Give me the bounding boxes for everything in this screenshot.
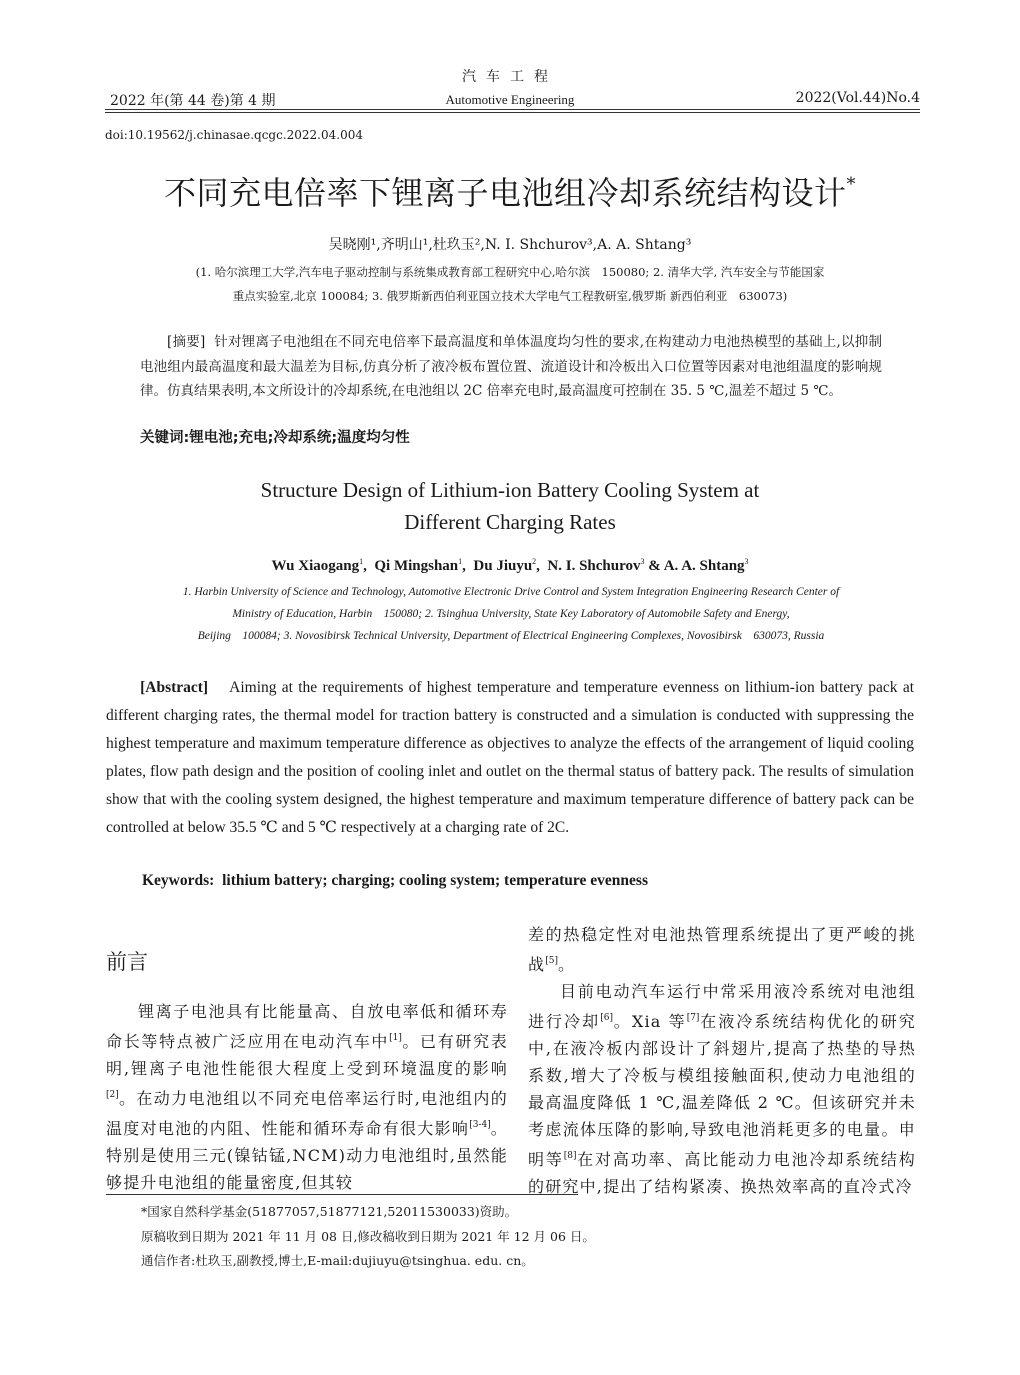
citation-link[interactable]: [3-4] [469,1120,491,1130]
citation-link[interactable]: [5] [545,956,558,966]
author: Wu Xiaogang [271,558,360,574]
body-column-left [106,998,508,1196]
title-line: Different Charging Rates [404,510,616,534]
abstract-text-en: Aiming at the requirements of highest temperature and temperature evenness on lithium-ion battery pack at different charging rates, the thermal model for traction battery is constructed and a simulation is conducted with suppressing the highest temperature and maximum temperature difference as objectives to analyze the effects of the arrangement of liquid cooling plates, flow path design and the position of cooling inlet and outlet on the thermal status of battery pack. The results of simulation show that with the cooling system designed, the highest temperature and maximum temperature difference of battery pack can be controlled at below 35.5 ℃ and 5 ℃ respectively at a charging rate of 2C. [106,679,915,836]
paper-title-cn [0,168,1020,214]
paragraph-text: 在对高功率、高比能动力电池冷却系统结构的研究中,提出了结构紧凑、换热效率高的直冷式冷 [528,1150,916,1196]
authors-cn: 吴晓刚¹,齐明山¹,杜玖玉²,N. I. Shchurov³,A. A. Shtang³ [328,237,692,253]
citation-link[interactable]: [7] [686,1013,700,1023]
section-heading: 前言 [106,950,148,974]
authors-en: Wu Xiaogang$^1$, Qi Mingshan$^1$, Du Jiuyu$^2$, N. I. Shchurov$^3$ & A. A. Shtang$^3$ [271,557,749,574]
issue-info-en: 2022(Vol.44)No.4 [795,90,920,106]
keywords-en [142,872,648,890]
keywords-text-en: lithium battery; charging; cooling system; temperature evenness [222,872,648,889]
doi[interactable]: doi:10.19562/j.chinasae.qcgc.2022.04.004 [105,128,363,142]
author-affil-mark: 2 [532,557,537,566]
paragraph-text: 。在动力电池组以不同充电倍率运行时,电池组内的温度对电池的内阻、性能和循环寿命有很大影响 [106,1089,508,1138]
affiliation-line: (1. 哈尔滨理工大学,汽车电子驱动控制与系统集成教育部工程研究中心,哈尔滨 150080; 2. 清华大学, 汽车安全与节能国家 [195,265,825,279]
citation-link[interactable]: [8] [563,1151,577,1161]
paragraph-text: 。特别是使用三元(镍钴锰,NCM)动力电池组时,虽然能够提升电池组的能量密度,但其较 [106,1119,508,1192]
abstract-text-cn: 针对锂离子电池组在不同充电倍率下最高温度和单体温度均匀性的要求,在构建动力电池热模型的基础上,以抑制电池组内最高温度和最大温差为目标,仿真分析了液冷板布置位置、流道设计和冷板出入口位置等因素对电池组温度的影响规律。仿真结果表明,本文所设计的冷却系统,在电池组以 2C 倍率充电时,最高温度可控制在 35. 5 ℃,温差不超过 5 ℃。 [140,334,882,399]
footnote-dates: 原稿收到日期为 2021 年 11 月 08 日,修改稿收到日期为 2021 年 12 月 06 日。 [141,1229,595,1244]
journal-name-cn: 汽车工程 [462,69,558,85]
paragraph-text: 目前电动汽车运行中常采用液冷系统对电池组进行冷却 [528,982,916,1031]
abstract-cn [140,330,882,404]
abstract-label-en: [Abstract] [140,679,209,696]
paragraph-text: 。Xia 等 [612,1012,687,1031]
paragraph-text: 锂离子电池具有比能量高、自放电率低和循环寿命长等特点被广泛应用在电动汽车中 [106,1002,508,1051]
footnote-funding: *国家自然科学基金(51877057,51877121,52011530033)资助。 [141,1204,518,1219]
issue-info-cn: 2022 年(第 44 卷)第 4 期 [110,93,276,109]
title-text: 不同充电倍率下锂离子电池组冷却系统结构设计 [163,174,847,212]
author-affil-mark: 3 [744,557,749,566]
citation-link[interactable]: [2] [106,1090,119,1100]
header-rule [105,112,920,113]
paragraph [528,978,916,1200]
affiliation-line: Beijing 100084; 3. Novosibirsk Technical University, Department of Electrical Engineering Complexes, Novosibirsk 630073, Russia [197,630,825,642]
citation-link[interactable]: [6] [600,1013,613,1023]
paragraph [528,921,916,978]
affiliations-en [140,581,882,647]
author: N. I. Shchurov [547,558,641,574]
paragraph-text: 。已有研究表明,锂离子电池性能很大程度上受到环境温度的影响 [106,1032,509,1078]
abstract-en [106,674,914,842]
body-column-right [528,921,916,1200]
title-line: Structure Design of Lithium-ion Battery Cooling System at [260,478,760,502]
author-affil-mark: 1 [359,557,364,566]
paragraph-text: 差的热稳定性对电池热管理系统提出了更严峻的挑战 [528,925,916,974]
author: Du Jiuyu [473,558,533,574]
paragraph-text: 。 [557,955,576,974]
affiliation-line: Ministry of Education, Harbin 150080; 2. Tsinghua University, State Key Laboratory of Automobile Safety and Energy, [232,608,790,620]
paragraph [106,998,508,1196]
title-footnote-mark: * [846,174,856,195]
affiliations-cn [140,260,880,308]
author: A. A. Shtang [663,558,745,574]
affiliation-line: 重点实验室,北京 100084; 3. 俄罗斯新西伯利亚国立技术大学电气工程教研室,俄罗斯 新西伯利亚 630073) [232,289,788,303]
abstract-label-cn: [摘要] [167,334,206,350]
citation-link[interactable]: [1] [389,1033,402,1043]
author-affil-mark: 3 [640,557,645,566]
paragraph-text: 在液冷系统结构优化的研究中,在液冷板内部设计了斜翅片,提高了热垫的导热系数,增大了冷板与模组接触面积,使动力电池组的最高温度降低 1 ℃,温差降低 2 ℃。但该研究并未考虑流体压降的影响,导致电池消耗更多的电量。申明等 [528,1012,917,1169]
footnote-corresponding-author: 通信作者:杜玖玉,副教授,博士,E-mail:dujiuyu@tsinghua. edu. cn。 [141,1253,534,1268]
header-rule [105,109,920,110]
footnote-rule [106,1194,578,1195]
keywords-label-en: Keywords: [142,872,215,889]
paper-title-en [0,474,1020,538]
author-affil-mark: 1 [458,557,463,566]
keywords-cn: 关键词:锂电池;充电;冷却系统;温度均匀性 [140,430,410,446]
journal-name-en: Automotive Engineering [445,92,575,107]
author: Qi Mingshan [374,558,459,574]
affiliation-line: 1. Harbin University of Science and Technology, Automotive Electronic Drive Control and System Integration Engineering Research Center of [182,586,840,598]
